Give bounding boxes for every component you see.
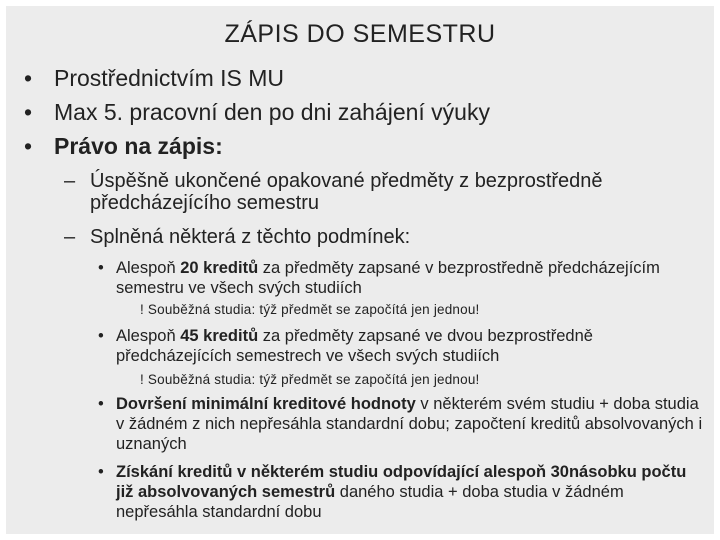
parallel-study-note: ! Souběžná studia: týž předmět se započítá jen jednou! (140, 302, 480, 317)
bullet-text: Právo na zápis: (54, 133, 223, 159)
slide-title: ZÁPIS DO SEMESTRU (224, 20, 496, 48)
condition-text-bold: Dovršení minimální kreditové hodnoty (116, 395, 416, 413)
sub-item-text: Úspěšně ukončené opakované předměty z bezprostředně předcházejícího semestru (90, 170, 603, 214)
condition-text-post: daného studia + doba studia v žádném nepřesáhla standardní dobu (116, 483, 624, 521)
bullet-item-is-mu (24, 64, 704, 92)
sub-item-repeated-courses (64, 170, 704, 214)
condition-text-bold: 20 kreditů (180, 259, 259, 277)
condition-30x-semesters (98, 462, 708, 522)
condition-text-pre: Alespoň (116, 327, 181, 345)
bullet-text: Prostřednictvím IS MU (54, 65, 285, 91)
bullet-icon: • (24, 99, 33, 125)
condition-text-post: za předměty zapsané ve dvou bezprostředně předcházejících semestrech ve všech svých studiích (116, 327, 593, 365)
bullet-icon: • (24, 65, 33, 91)
dash-icon: – (64, 226, 76, 248)
condition-text-bold: Získání kreditů v některém studiu odpovídající alespoň 30násobku počtu již absolvovaných semestrů (116, 463, 687, 501)
bullet-icon: • (98, 463, 104, 481)
condition-text-pre: Alespoň (116, 259, 181, 277)
bullet-icon: • (98, 395, 104, 413)
bullet-icon: • (24, 133, 33, 159)
bullet-item-deadline (24, 98, 704, 126)
sub-item-text: Splněná některá z těchto podmínek: (90, 226, 411, 248)
condition-text-post: za předměty zapsané v bezprostředně předcházejícím semestru ve všech svých studiích (116, 259, 660, 297)
condition-text-bold: 45 kreditů (180, 327, 259, 345)
parallel-study-note: ! Souběžná studia: týž předmět se započítá jen jednou! (140, 372, 480, 387)
bullet-text: Max 5. pracovní den po dni zahájení výuky (54, 99, 490, 125)
bullet-icon: • (98, 327, 104, 345)
bullet-icon: • (98, 259, 104, 277)
condition-text-post: v některém svém studiu + doba studia v žádném z nich nepřesáhla standardní dobu; započtení kreditů absolvovaných i uznaných (116, 395, 703, 453)
condition-min-credit-value (98, 394, 708, 454)
condition-45-credits (98, 326, 708, 366)
sub-item-conditions (64, 226, 704, 248)
bullet-item-right-to-enroll (24, 132, 704, 160)
dash-icon: – (64, 170, 76, 192)
condition-20-credits (98, 258, 708, 298)
